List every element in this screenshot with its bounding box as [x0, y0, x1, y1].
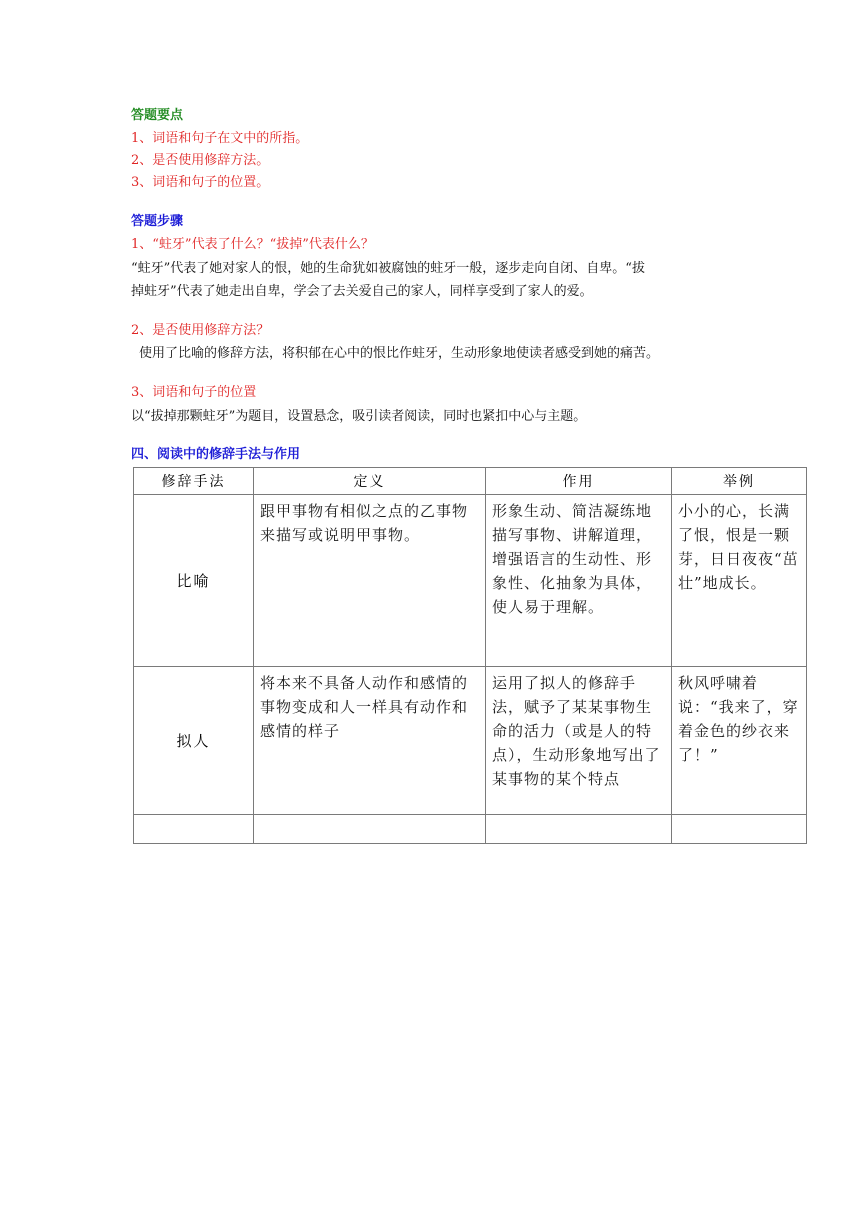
section-title-steps: 答题步骤 — [131, 214, 184, 229]
step2-question: 2、是否使用修辞方法？ — [131, 323, 270, 338]
step3-answer: 以“拔掉那颗蛀牙”为题目，设置悬念，吸引读者阅读，同时也紧扣中心与主题。 — [131, 409, 587, 424]
section-title-key-points: 答题要点 — [131, 108, 184, 123]
empty-cell — [254, 815, 486, 844]
step1-answer-line2: 掉蛀牙”代表了她走出自卑，学会了去关爱自己的家人，同样享受到了家人的爱。 — [131, 284, 593, 299]
table-row-empty — [134, 815, 807, 844]
header-effect: 作用 — [486, 468, 672, 495]
personification-effect: 运用了拟人的修辞手法，赋予了某某事物生命的活力（或是人的特点），生动形象地写出了某事物的某个特点 — [492, 674, 661, 788]
section-title-rhetoric: 四、阅读中的修辞手法与作用 — [131, 447, 301, 462]
key-point-3: 3、词语和句子的位置。 — [131, 175, 270, 190]
step1-answer-line1: “蛀牙”代表了她对家人的恨，她的生命犹如被腐蚀的蛀牙一般，逐步走向自闭、自卑。“拔 — [131, 261, 645, 276]
personification-example: 秋风呼啸着说：“我来了，穿着金色的纱衣来了！” — [678, 674, 799, 764]
header-rhetoric-method: 修辞手法 — [134, 468, 254, 495]
empty-cell — [486, 815, 672, 844]
row-example-cell — [672, 667, 807, 815]
key-point-2: 2、是否使用修辞方法。 — [131, 153, 270, 168]
metaphor-effect: 形象生动、简洁凝练地描写事物、讲解道理，增强语言的生动性、形象性、化抽象为具体，使人易于理解。 — [492, 502, 653, 616]
row-effect-cell — [486, 495, 672, 667]
personification-definition: 将本来不具备人动作和感情的事物变成和人一样具有动作和感情的样子 — [260, 674, 469, 740]
empty-cell — [134, 815, 254, 844]
step3-question: 3、词语和句子的位置 — [131, 385, 257, 400]
header-example: 举例 — [672, 468, 807, 495]
step2-answer: 使用了比喻的修辞方法，将积郁在心中的恨比作蛀牙，生动形象地使读者感受到她的痛苦。 — [139, 346, 660, 361]
row-definition-cell — [254, 495, 486, 667]
step1-question: 1、“蛀牙”代表了什么？“拔掉”代表什么？ — [131, 237, 374, 252]
table-row — [134, 495, 807, 667]
row-effect-cell — [486, 667, 672, 815]
metaphor-example: 小小的心，长满了恨，恨是一颗芽，日日夜夜“茁壮”地成长。 — [678, 502, 799, 592]
table-row — [134, 667, 807, 815]
key-point-1: 1、词语和句子在文中的所指。 — [131, 131, 309, 146]
row-name-metaphor: 比喻 — [134, 495, 254, 667]
table-header-row — [134, 468, 807, 495]
empty-cell — [672, 815, 807, 844]
rhetoric-table — [133, 467, 807, 844]
row-definition-cell — [254, 667, 486, 815]
row-name-personification: 拟人 — [134, 667, 254, 815]
row-example-cell — [672, 495, 807, 667]
metaphor-definition: 跟甲事物有相似之点的乙事物来描写或说明甲事物。 — [260, 502, 469, 544]
header-definition: 定义 — [254, 468, 486, 495]
